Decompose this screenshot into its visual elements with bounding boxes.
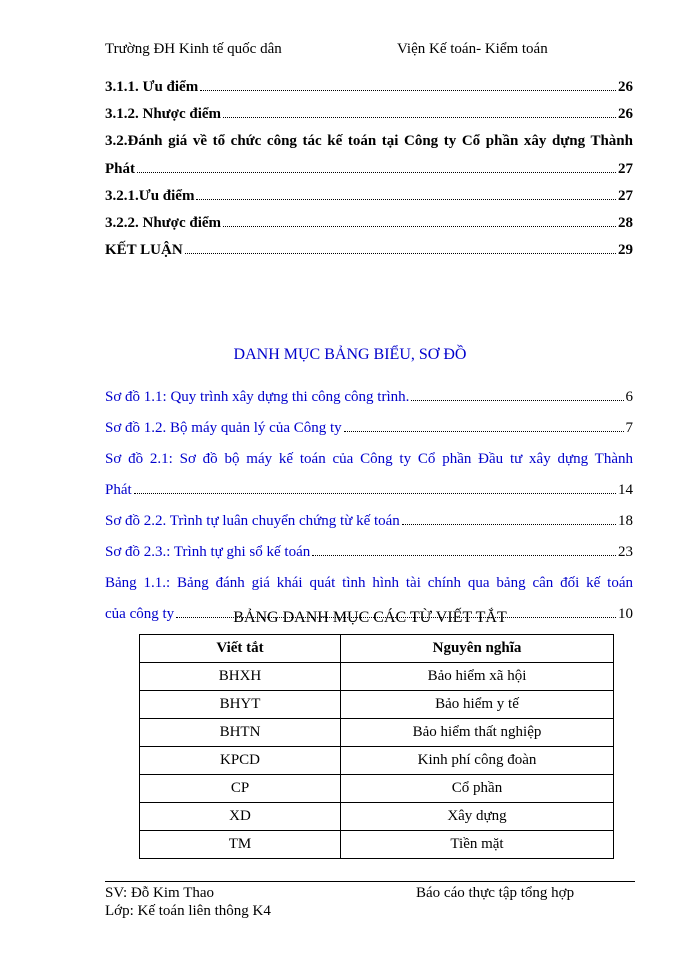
figure-entry-title: Phát	[105, 482, 132, 498]
figure-entry-title: Sơ đồ 2.2. Trình tự luân chuyển chứng từ kế toán	[105, 513, 400, 529]
toc-entry-title: 3.2.1.Ưu điểm	[105, 188, 195, 204]
toc-leader	[137, 172, 616, 173]
abbreviation-cell: KPCD	[140, 747, 341, 775]
figure-entry-page: 23	[618, 544, 633, 560]
toc-entry-page: 29	[618, 242, 633, 258]
meaning-cell: Bảo hiểm xã hội	[341, 663, 614, 691]
figure-entry[interactable]	[105, 477, 633, 508]
abbreviation-cell: CP	[140, 775, 341, 803]
toc-leader	[223, 117, 616, 118]
table-row	[140, 691, 614, 719]
figure-entry-title: Sơ đồ 2.3.: Trình tự ghi sổ kế toán	[105, 544, 311, 560]
figure-entry-page: 10	[618, 606, 633, 622]
toc-entry-title: Phát	[105, 161, 135, 177]
figure-leader	[402, 524, 616, 525]
toc-entry-page: 27	[618, 188, 633, 204]
toc-entry[interactable]	[105, 156, 633, 183]
toc-entry-page: 28	[618, 215, 633, 231]
toc-entry[interactable]	[105, 210, 633, 237]
meaning-cell: Bảo hiểm thất nghiệp	[341, 719, 614, 747]
table-row	[140, 803, 614, 831]
header-school: Trường ĐH Kinh tế quốc dân	[105, 41, 282, 57]
footer-report: Báo cáo thực tập tổng hợp	[416, 885, 575, 901]
abbreviation-cell: BHYT	[140, 691, 341, 719]
meaning-cell: Kinh phí công đoàn	[341, 747, 614, 775]
meaning-cell: Cổ phần	[341, 775, 614, 803]
toc-entry-title: 3.1.1. Ưu điểm	[105, 79, 199, 95]
figure-entry[interactable]	[105, 508, 633, 539]
table-of-contents	[105, 74, 633, 264]
list-of-figures	[105, 384, 633, 632]
figure-entry-page: 18	[618, 513, 633, 529]
toc-entry[interactable]	[105, 183, 633, 210]
toc-entry-page: 27	[618, 161, 633, 177]
abbreviation-cell: BHTN	[140, 719, 341, 747]
table-header-row	[140, 635, 614, 663]
figure-leader	[411, 400, 623, 401]
figure-entry-title: Sơ đồ 1.1: Quy trình xây dựng thi công công trình.	[105, 389, 410, 405]
table-row	[140, 747, 614, 775]
toc-leader	[185, 253, 616, 254]
footer-divider	[105, 881, 635, 882]
toc-entry-line1[interactable]: 3.2.Đánh giá về tổ chức công tác kế toán tại Công ty Cổ phần xây dựng Thành	[105, 133, 633, 149]
table-row	[140, 719, 614, 747]
abbreviations-heading: BẢNG DANH MỤC CÁC TỪ VIẾT TẮT	[233, 609, 507, 626]
figure-entry-page: 14	[618, 482, 633, 498]
footer-student: SV: Đỗ Kim Thao	[105, 885, 215, 901]
figure-entry-title: của công ty	[105, 606, 175, 622]
toc-entry[interactable]	[105, 74, 633, 101]
figure-entry-page: 7	[625, 420, 633, 436]
toc-entry[interactable]	[105, 237, 633, 264]
toc-entry-title: 3.2.2. Nhược điểm	[105, 215, 222, 231]
figure-leader	[312, 555, 616, 556]
list-of-figures-heading: DANH MỤC BẢNG BIỂU, SƠ ĐỒ	[233, 346, 467, 363]
toc-entry-page: 26	[618, 106, 633, 122]
toc-leader	[223, 226, 616, 227]
meaning-cell: Bảo hiểm y tế	[341, 691, 614, 719]
column-header: Viết tắt	[140, 635, 341, 663]
abbreviation-cell: BHXH	[140, 663, 341, 691]
abbreviation-cell: TM	[140, 831, 341, 859]
toc-entry[interactable]	[105, 101, 633, 128]
figure-entry-page: 6	[625, 389, 633, 405]
meaning-cell: Xây dựng	[341, 803, 614, 831]
figure-entry-line1[interactable]: Sơ đồ 2.1: Sơ đồ bộ máy kế toán của Công ty Cổ phần Đầu tư xây dựng Thành	[105, 451, 633, 467]
toc-entry-title: KẾT LUẬN	[105, 242, 183, 258]
header-institute: Viện Kế toán- Kiểm toán	[397, 41, 548, 57]
footer-class: Lớp: Kế toán liên thông K4	[105, 903, 271, 919]
meaning-cell: Tiền mặt	[341, 831, 614, 859]
figure-entry[interactable]	[105, 539, 633, 570]
abbreviation-cell: XD	[140, 803, 341, 831]
table-row	[140, 831, 614, 859]
table-row	[140, 775, 614, 803]
abbreviations-table	[139, 634, 614, 859]
figure-entry-line1[interactable]: Bảng 1.1.: Bảng đánh giá khái quát tình hình tài chính qua bảng cân đối kế toán	[105, 575, 633, 591]
table-row	[140, 663, 614, 691]
column-header: Nguyên nghĩa	[341, 635, 614, 663]
toc-entry-page: 26	[618, 79, 633, 95]
figure-entry-title: Sơ đồ 1.2. Bộ máy quản lý của Công ty	[105, 420, 342, 436]
figure-entry[interactable]	[105, 415, 633, 446]
figure-leader	[344, 431, 624, 432]
toc-leader	[200, 90, 616, 91]
toc-entry-title: 3.1.2. Nhược điểm	[105, 106, 222, 122]
figure-entry[interactable]	[105, 384, 633, 415]
toc-leader	[196, 199, 616, 200]
figure-leader	[134, 493, 616, 494]
